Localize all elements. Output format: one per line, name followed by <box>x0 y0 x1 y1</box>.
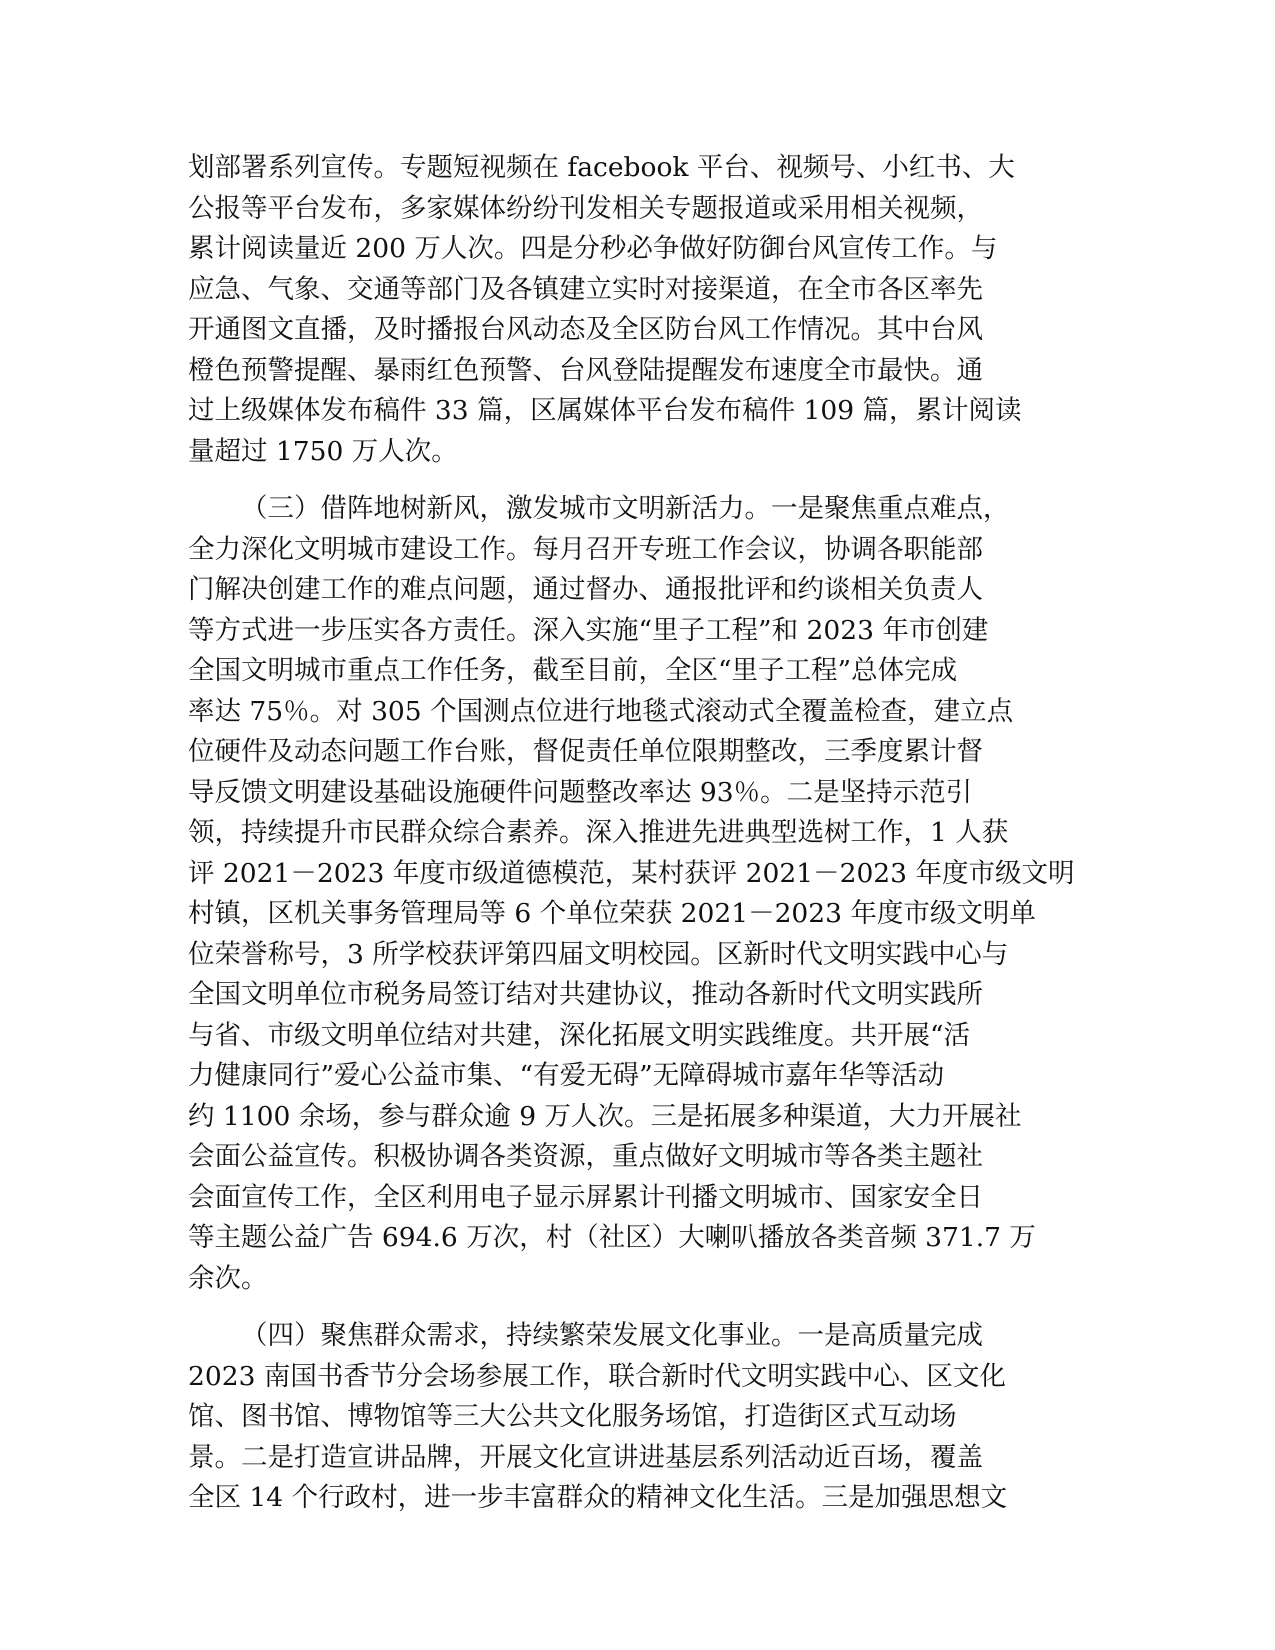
text-line: 力健康同行”爱心公益市集、“有爱无碍”无障碍城市嘉年华等活动 <box>188 1060 945 1091</box>
paragraph-publicity <box>188 148 1078 472</box>
text-line: 门解决创建工作的难点问题，通过督办、通报批评和约谈相关负责人 <box>188 574 983 605</box>
text-line: 划部署系列宣传。专题短视频在 facebook 平台、视频号、小红书、大 <box>188 152 1015 183</box>
text-line: 导反馈文明建设基础设施硬件问题整改率达 93％。二是坚持示范引 <box>188 776 973 808</box>
text-line: 累计阅读量近 200 万人次。四是分秒必争做好防御台风宣传工作。与 <box>188 233 998 264</box>
text-line: 全国文明单位市税务局签订结对共建协议，推动各新时代文明实践所 <box>188 979 983 1010</box>
document-body <box>188 148 1078 1519</box>
text-line: （三）借阵地树新风，激发城市文明新活力。一是聚焦重点难点， <box>241 493 1010 524</box>
text-line: 评 2021－2023 年度市级道德模范，某村获评 2021－2023 年度市级文明 <box>188 857 1075 889</box>
text-line: 率达 75％。对 305 个国测点位进行地毯式滚动式全覆盖检查，建立点 <box>188 695 1014 727</box>
text-line: 公报等平台发布，多家媒体纷纷刊发相关专题报道或采用相关视频， <box>188 192 983 224</box>
text-line: 约 1100 余场，参与群众逾 9 万人次。三是拓展多种渠道，大力开展社 <box>188 1100 1022 1132</box>
text-line: 2023 南国书香节分会场参展工作，联合新时代文明实践中心、区文化 <box>188 1360 1006 1392</box>
text-line: 量超过 1750 万人次。 <box>188 435 458 467</box>
text-line: 过上级媒体发布稿件 33 篇，区属媒体平台发布稿件 109 篇，累计阅读 <box>188 395 1022 426</box>
text-line: 应急、气象、交通等部门及各镇建立实时对接渠道，在全市各区率先 <box>188 273 983 305</box>
text-line: 橙色预警提醒、暴雨红色预警、台风登陆提醒发布速度全市最快。通 <box>188 354 983 386</box>
text-line: 位硬件及动态问题工作台账，督促责任单位限期整改，三季度累计督 <box>188 736 983 767</box>
paragraph-civilization <box>188 489 1078 1299</box>
text-line: 会面宣传工作，全区利用电子显示屏累计刊播文明城市、国家安全日 <box>188 1181 983 1213</box>
text-line: 村镇，区机关事务管理局等 6 个单位荣获 2021－2023 年度市级文明单 <box>188 898 1036 929</box>
text-line: 全区 14 个行政村，进一步丰富群众的精神文化生活。三是加强思想文 <box>188 1482 1008 1513</box>
text-line: 全国文明城市重点工作任务，截至目前，全区“里子工程”总体完成 <box>188 655 958 686</box>
text-line: 全力深化文明城市建设工作。每月召开专班工作会议，协调各职能部 <box>188 533 983 565</box>
text-line: 景。二是打造宣讲品牌，开展文化宣讲进基层系列活动近百场，覆盖 <box>188 1441 983 1473</box>
text-line: 等方式进一步压实各方责任。深入实施“里子工程”和 2023 年市创建 <box>188 614 989 646</box>
text-line: 会面公益宣传。积极协调各类资源，重点做好文明城市等各类主题社 <box>188 1141 983 1172</box>
text-line: 等主题公益广告 694.6 万次，村（社区）大喇叭播放各类音频 371.7 万 <box>188 1222 1036 1253</box>
text-line: 领，持续提升市民群众综合素养。深入推进先进典型选树工作，1 人获 <box>188 817 1009 848</box>
text-line: 余次。 <box>188 1262 268 1294</box>
text-line: 开通图文直播，及时播报台风动态及全区防台风工作情况。其中台风 <box>188 314 983 345</box>
text-line: 位荣誉称号，3 所学校获评第四届文明校园。区新时代文明实践中心与 <box>188 938 1009 970</box>
text-line: 与省、市级文明单位结对共建，深化拓展文明实践维度。共开展“活 <box>188 1019 971 1051</box>
text-line: （四）聚焦群众需求，持续繁荣发展文化事业。一是高质量完成 <box>241 1320 983 1351</box>
paragraph-culture <box>188 1316 1078 1519</box>
text-line: 馆、图书馆、博物馆等三大公共文化服务场馆，打造街区式互动场 <box>188 1401 957 1432</box>
